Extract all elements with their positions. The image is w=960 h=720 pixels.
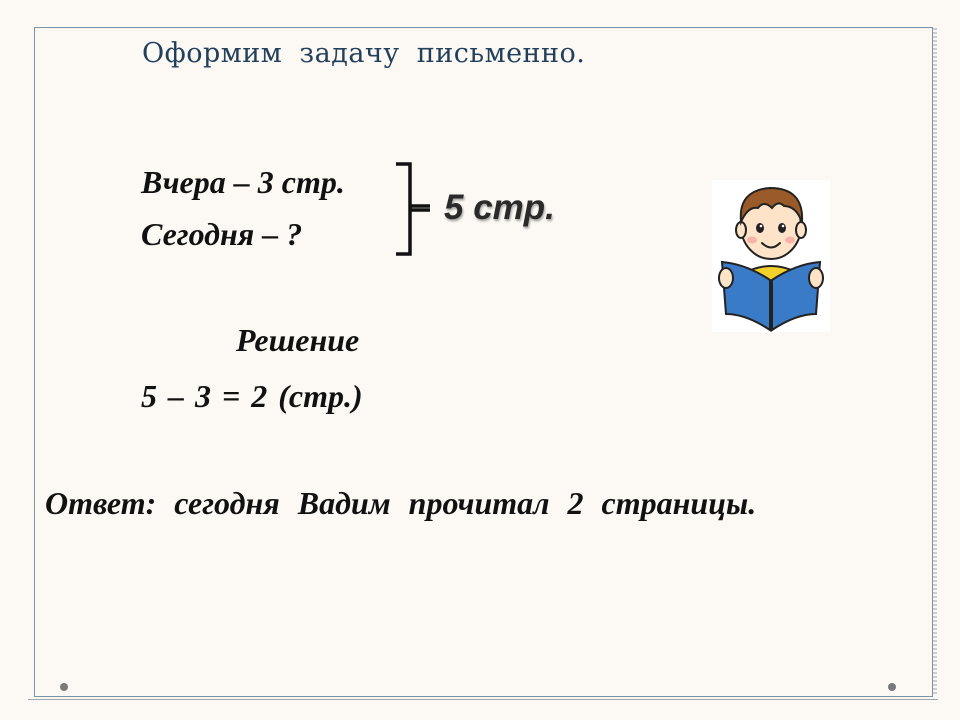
given-total: 5 стр.	[444, 188, 555, 227]
solution-equation: 5 – 3 = 2 (стр.)	[141, 378, 363, 414]
solution-heading: Решение	[236, 322, 360, 358]
bullet-dot-left	[60, 683, 68, 691]
curly-brace-icon	[394, 160, 440, 260]
answer-text: Ответ: сегодня Вадим прочитал 2 страницы.	[45, 485, 757, 521]
bullet-dot-right	[888, 683, 896, 691]
slide-frame	[34, 27, 933, 697]
frame-shadow	[933, 28, 937, 696]
boy-reading-book-icon	[712, 180, 830, 332]
bottom-rule	[28, 699, 938, 700]
given-today: Сегодня – ?	[141, 216, 303, 252]
slide-title: Оформим задачу письменно.	[142, 38, 586, 69]
given-yesterday: Вчера – 3 стр.	[141, 164, 345, 200]
